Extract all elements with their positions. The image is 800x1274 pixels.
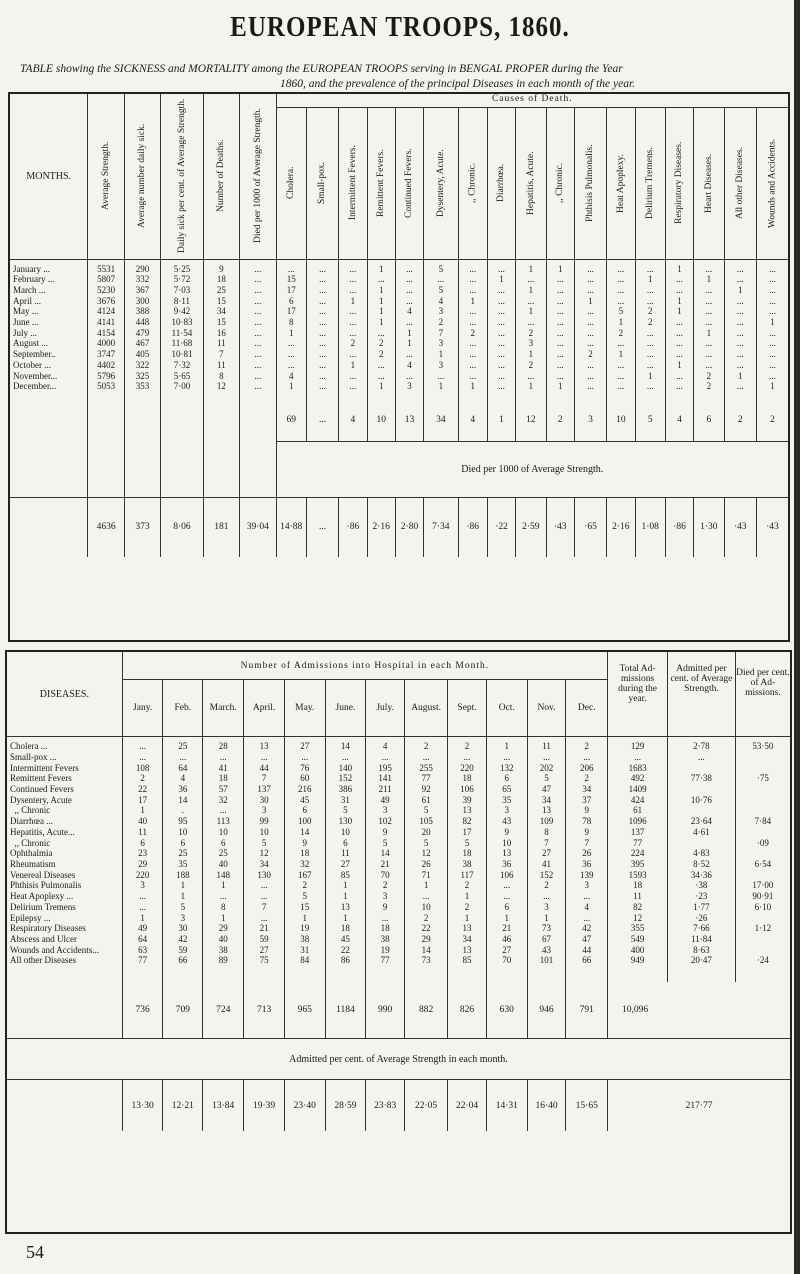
cause-column: ... ... ... ... ... ... ... ... ... ... ... ...: [306, 259, 338, 399]
month-header: Feb.: [163, 680, 203, 737]
month-pct: 23·40: [284, 1080, 325, 1131]
cause-total: 4: [339, 399, 367, 441]
month-pct: 23·83: [366, 1080, 405, 1131]
month-pct: 19·39: [244, 1080, 285, 1131]
daily-sick-pct-column: 5·25 5·72 7·03 8·11 9·42 10·83 11·54 11·68 10·81 7·32 5·65 7·00: [161, 259, 203, 399]
month-total: 713: [244, 982, 285, 1039]
month-header: May.: [284, 680, 325, 737]
daily-sick-pct-header: Daily sick per cent. of Average Strength.: [161, 93, 203, 259]
month-pct: 16·40: [527, 1080, 566, 1131]
cause-column: ... 1 ... ... ... ... ... ... ... ... ... ...: [487, 259, 515, 399]
cause-total: 1: [487, 399, 515, 441]
died-pct-header: Died per cent. of Ad-missions.: [735, 651, 791, 737]
annual-sick: 373: [124, 497, 160, 557]
month-header: Jany.: [122, 680, 163, 737]
page-edge: [794, 0, 800, 1274]
cause-rate: ·43: [724, 497, 756, 557]
cause-column: 1 ... ... 1 1 ... ... ... ... 1 ... ...: [665, 259, 693, 399]
cause-rate: ·86: [339, 497, 367, 557]
month-total: 826: [448, 982, 487, 1039]
died-pct-value: 53·50: [752, 741, 774, 752]
cause-column: 1 ... ... ... ... ... ... ... ... ... ... 1: [546, 259, 574, 399]
cause-rate: 2·16: [607, 497, 635, 557]
month-header: Dec.: [566, 680, 608, 737]
cause-column: ... 1 ... ... 2 2 ... ... ... ... 1 ...: [635, 259, 665, 399]
cause-total: 4: [665, 399, 693, 441]
month-admissions-column: 13 ... 44 7 137 30 3 99 10 5 12 34 130 ... ... 7 ... 21 59 27 75: [244, 737, 285, 982]
month-header: Nov.: [527, 680, 566, 737]
month-header: Sept.: [448, 680, 487, 737]
died-pct-value: ·09: [756, 837, 769, 848]
annual-deaths: 181: [203, 497, 239, 557]
month-pct: 22·04: [448, 1080, 487, 1131]
month-admissions-column: 27 ... 76 60 216 45 6 100 14 9 18 32 167 2 5 15 1 19 38 31 84: [284, 737, 325, 982]
cause-column: 1 ... 1 ... 1 ... 2 3 1 2 ... 1: [516, 259, 546, 399]
page-number: 54: [26, 1242, 44, 1262]
cause-header: ,, Chronic.: [546, 107, 574, 259]
cause-header: Delirium Tremens.: [635, 107, 665, 259]
cause-header: Respiratory Diseases.: [665, 107, 693, 259]
cause-rate: ·86: [458, 497, 487, 557]
admitted-pct-month-label: Admitted per cent. of Average Strength in each month.: [6, 1039, 791, 1080]
cause-header: Intermittent Fevers.: [339, 107, 367, 259]
month-header: April.: [244, 680, 285, 737]
disease-names: Cholera ... Small-pox ... Intermittent Fevers Remittent Fevers Continued Fevers Dysentery, Acute ,, Chronic Diarrhœa ... Hepatitis, Acute... ,, Chronic Ophthalmia Rheumatism Venereal Diseases Phthisis Pulmonalis Heat Apoplexy ... Delirium Tremens Epilepsy ... Respiratory Diseases Abscess and Ulcer Wounds and Accidents... All other Diseases: [6, 737, 122, 982]
month-header: August.: [405, 680, 448, 737]
cause-column: ... ... ... 1 ... ... 2 ... ... ... ... 1: [458, 259, 487, 399]
cause-total: ...: [306, 399, 338, 441]
cause-rate: 2·16: [367, 497, 395, 557]
annual-died: 39·04: [240, 497, 276, 557]
month-pct: 14·31: [486, 1080, 527, 1131]
cause-header: ,, Chronic.: [458, 107, 487, 259]
cause-total: 34: [424, 399, 458, 441]
cause-column: ... ... ... ... 5 1 2 ... 1 ... ... ...: [607, 259, 635, 399]
cause-column: ... ... ... ... ... 1 ... ... ... ... ... 1: [769, 263, 776, 392]
month-admissions-column: 28 ... 41 18 57 32 ... 113 10 6 25 40 148 1 ... 8 1 29 40 38 89: [203, 737, 244, 982]
cause-rate: 2·59: [516, 497, 546, 557]
month-header: July.: [366, 680, 405, 737]
month-total: 709: [163, 982, 203, 1039]
died-per-1000-column: ... ... ... ... ... ... ... ... ... ... ... ...: [240, 259, 276, 399]
cause-column: ... 1 ... ... ... ... 1 ... ... ... 2 2: [694, 259, 724, 399]
month-total: 1184: [325, 982, 366, 1039]
total-admissions-column: 129 ... 1683 492 1409 424 61 1096 137 77 224 395 1593 18 11 82 12 355 549 400 949: [608, 737, 668, 982]
month-names: January ... February ... March ... April ... May ... June ... July ... August ... September.. October ... November... December...: [9, 259, 88, 399]
cause-header: Heart Diseases.: [694, 107, 724, 259]
cause-total: 2: [546, 399, 574, 441]
month-admissions-column: 2 ... 255 77 92 61 5 105 20 5 12 26 71 1 ... 10 2 22 29 14 73: [405, 737, 448, 982]
admitted-pct-header: Admitted per cent. of Average Strength.: [668, 651, 736, 737]
month-total: 965: [284, 982, 325, 1039]
month-pct: 15·65: [566, 1080, 608, 1131]
page-heading: EUROPEAN TROOPS, 1860.: [230, 11, 570, 43]
month-pct: 13·30: [122, 1080, 163, 1131]
admissions-table: [5, 650, 792, 1234]
cause-rate: 2·80: [395, 497, 423, 557]
month-total: 990: [366, 982, 405, 1039]
month-pct: 28·59: [325, 1080, 366, 1131]
cause-total: 12: [516, 399, 546, 441]
died-per-1000-header: Died per 1000 of Average Strength.: [240, 93, 276, 259]
total-pct: 217·77: [685, 1100, 713, 1111]
month-header: June.: [325, 680, 366, 737]
cause-total: 13: [395, 399, 423, 441]
avg-strength-column: 5531 5807 5230 3676 4124 4141 4154 4000 3747 4402 5796 5053: [88, 259, 124, 399]
month-total: 724: [203, 982, 244, 1039]
month-admissions-column: 4 ... 195 141 211 49 3 102 9 5 14 21 70 2 3 9 ... 18 38 19 77: [366, 737, 405, 982]
cause-total: 5: [635, 399, 665, 441]
month-pct: 12·21: [163, 1080, 203, 1131]
month-pct: 22·05: [405, 1080, 448, 1131]
month-total: 882: [405, 982, 448, 1039]
month-total: 946: [527, 982, 566, 1039]
cause-header: Diarrhœa.: [487, 107, 515, 259]
cause-column: ... ... ... 1 ... ... ... ... 2 ... ... ...: [574, 259, 606, 399]
cause-total: 4: [458, 399, 487, 441]
month-admissions-column: 2 ... 206 2 34 37 9 78 9 7 26 36 139 3 ... 4 ... 42 47 44 66: [566, 737, 608, 982]
cause-column: ... ... ... ... 4 ... 1 1 ... 4 ... 3: [395, 259, 423, 399]
month-admissions-column: 2 ... 220 18 106 39 13 82 17 5 18 38 117 2 1 2 1 13 34 13 85: [448, 737, 487, 982]
cause-total: 2: [724, 399, 756, 441]
month-total: 736: [122, 982, 163, 1039]
cause-header: Hepatitis, Acute.: [516, 107, 546, 259]
died-pct-value: 90·91: [752, 891, 774, 902]
cause-header: Phthisis Pulmonalis.: [574, 107, 606, 259]
cause-header: Heat Apoplexy.: [607, 107, 635, 259]
admitted-pct-column: 2·78 ... 77·38 10·76 23·64 4·61 4·83 8·52 34·36 ·38 ·23 1·77 ·26 7·66 11·84 8·63 20·47: [668, 737, 736, 982]
cause-column: ... 15 17 6 17 8 1 ... ... ... 4 1: [276, 259, 306, 399]
cause-column: ... ... ... 1 ... ... ... 2 ... 1 ... ...: [339, 259, 367, 399]
diseases-header: DISEASES.: [6, 651, 122, 737]
cause-header: Small-pox.: [306, 107, 338, 259]
annual-strength: 4636: [88, 497, 124, 557]
avg-sick-column: 290 332 367 300 388 448 479 467 405 322 325 353: [124, 259, 160, 399]
avg-strength-header: Average Strength.: [88, 93, 124, 259]
cause-header: Wounds and Accidents.: [756, 107, 789, 259]
causes-header: Causes of Death.: [276, 93, 789, 107]
month-total: 791: [566, 982, 608, 1039]
cause-rate: ·86: [665, 497, 693, 557]
died-pct-value: 6·54: [754, 858, 772, 869]
cause-header: All other Diseases.: [724, 107, 756, 259]
died-pct-value: 17·00: [752, 880, 774, 891]
mortality-table: [8, 92, 790, 642]
total-admissions-header: Total Ad-missions during the year.: [608, 651, 668, 737]
cause-rate: ·43: [546, 497, 574, 557]
cause-header: Dysentery, Acute.: [424, 107, 458, 259]
cause-total: 2: [770, 414, 775, 425]
cause-column: ... ... 1 ... ... ... ... ... ... ... 1 ...: [724, 259, 756, 399]
cause-rate: 1·08: [635, 497, 665, 557]
cause-rate: 7·34: [424, 497, 458, 557]
cause-header: Continued Fevers.: [395, 107, 423, 259]
cause-total: 3: [574, 399, 606, 441]
died-pct-value: 6·10: [754, 901, 772, 912]
cause-rate: 14·88: [276, 497, 306, 557]
month-total: 630: [486, 982, 527, 1039]
caption-line-1: TABLE showing the SICKNESS and MORTALITY among the EUROPEAN TROOPS serving in BENGAL PROPER during the Year: [20, 63, 623, 75]
cause-column: 5 ... 5 4 3 2 7 3 1 3 ... 1: [424, 259, 458, 399]
month-admissions-column: 1 ... 132 6 65 35 3 43 9 10 13 36 106 ... ... 6 1 21 46 27 70: [486, 737, 527, 982]
deaths-column: 9 18 25 15 34 15 16 11 7 11 8 12: [203, 259, 239, 399]
cause-total: 6: [694, 399, 724, 441]
month-header: Oct.: [486, 680, 527, 737]
cause-header: Remittent Fevers.: [367, 107, 395, 259]
cause-header: Cholera.: [276, 107, 306, 259]
grand-total: 10,096: [608, 982, 791, 1039]
month-admissions-column: 11 ... 202 5 47 34 13 109 8 7 27 41 152 2 ... 3 1 73 67 43 101: [527, 737, 566, 982]
table-caption: [20, 62, 800, 92]
cause-rate: ...: [306, 497, 338, 557]
deaths-header: Number of Deaths.: [203, 93, 239, 259]
died-pct-value: 1·12: [754, 923, 772, 934]
cause-rate: ·22: [487, 497, 515, 557]
cause-column: 1 ... 1 1 1 1 ... 2 2 ... ... 1: [367, 259, 395, 399]
month-header: March.: [203, 680, 244, 737]
died-per-1000-label: Died per 1000 of Average Strength.: [276, 441, 789, 497]
cause-rate: ·43: [766, 522, 779, 532]
months-header: MONTHS.: [9, 93, 88, 259]
cause-rate: ·65: [574, 497, 606, 557]
cause-total: 10: [367, 399, 395, 441]
month-admissions-column: 14 ... 140 152 386 31 5 130 10 6 11 27 85 1 1 13 1 18 45 22 86: [325, 737, 366, 982]
month-admissions-column: 25 ... 64 4 36 14 . 95 10 6 25 35 188 1 1 5 3 30 42 59 66: [163, 737, 203, 982]
caption-line-2: 1860, and the prevalence of the principal Diseases in each month of the year.: [280, 78, 636, 90]
annual-sick-pct: 8·06: [161, 497, 203, 557]
admissions-group-header: Number of Admissions into Hospital in each Month.: [122, 651, 607, 680]
month-pct: 13·84: [203, 1080, 244, 1131]
cause-total: 10: [607, 399, 635, 441]
died-pct-column: [735, 737, 791, 982]
cause-rate: 1·30: [694, 497, 724, 557]
died-pct-value: ·24: [756, 955, 769, 966]
died-pct-value: 7·84: [754, 816, 772, 827]
died-pct-value: ·75: [756, 773, 769, 784]
cause-total: 69: [276, 399, 306, 441]
month-admissions-column: ... ... 108 2 22 17 1 40 11 6 23 29 220 3 ... ... 1 49 64 63 77: [122, 737, 163, 982]
avg-sick-header: Average number daily sick.: [124, 93, 160, 259]
